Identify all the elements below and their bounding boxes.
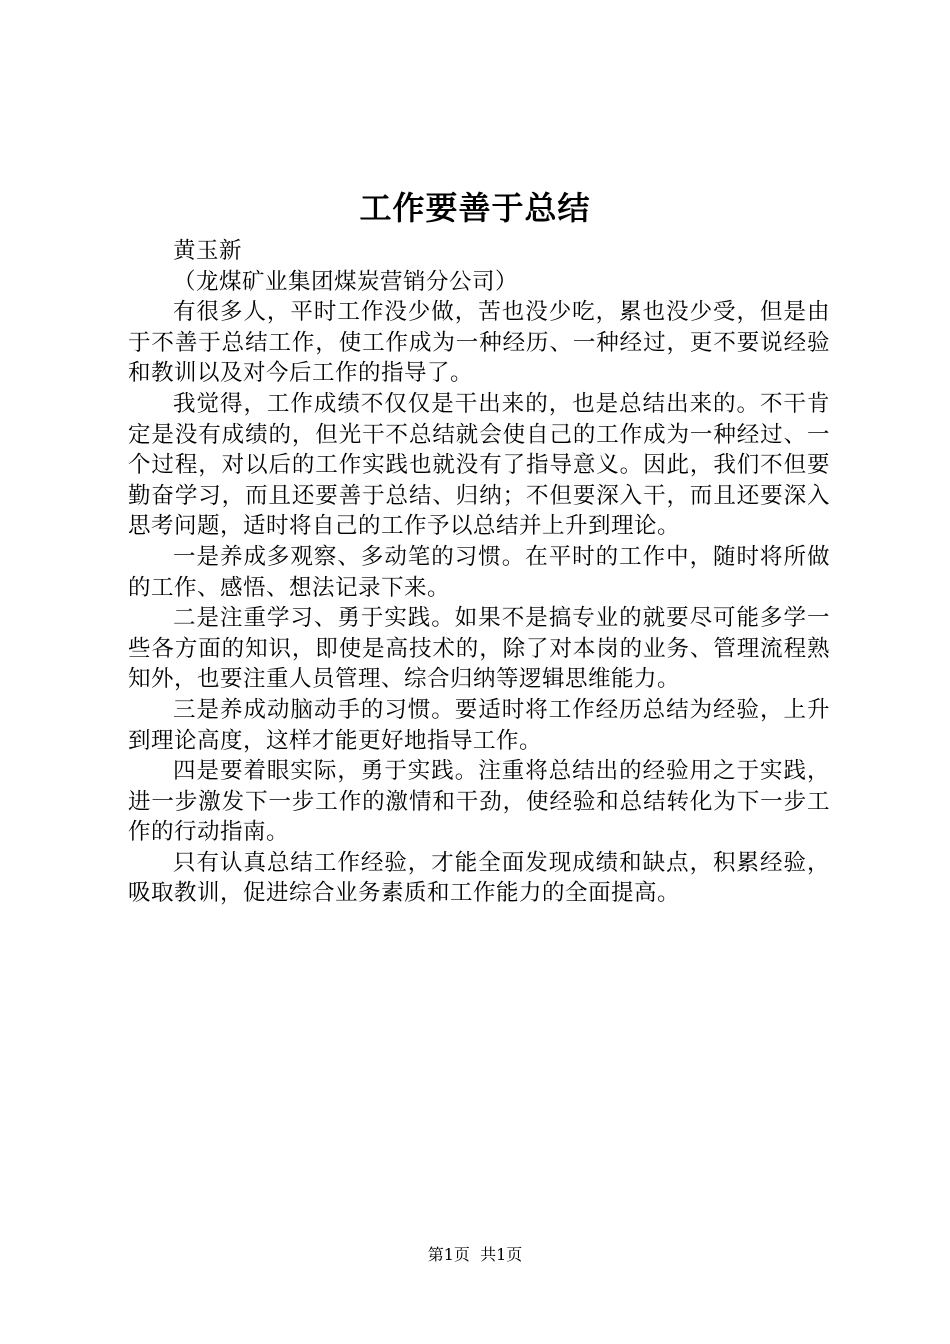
page-number: 第1页 — [427, 1245, 470, 1264]
author-name: 黄玉新 — [173, 238, 243, 264]
page-title: 工作要善于总结 — [359, 189, 591, 227]
paragraph-5: 三是养成动脑动手的习惯。要适时将工作经历总结为经验，上升到理论高度，这样才能更好地指导工作。 — [128, 696, 830, 754]
paragraph-4: 二是注重学习、勇于实践。如果不是搞专业的就要尽可能多学一些各方面的知识，即使是高技术的，除了对本岗的业务、管理流程熟知外，也要注重人员管理、综合归纳等逻辑思维能力。 — [128, 605, 830, 693]
paragraph-1: 有很多人，平时工作没少做，苦也没少吃，累也没少受，但是由于不善于总结工作，使工作成为一种经历、一种经过，更不要说经验和教训以及对今后工作的指导了。 — [128, 299, 830, 387]
paragraph-7: 只有认真总结工作经验，才能全面发现成绩和缺点，积累经验，吸取教训，促进综合业务素质和工作能力的全面提高。 — [128, 849, 830, 907]
paragraph-6: 四是要着眼实际，勇于实践。注重将总结出的经验用之于实践，进一步激发下一步工作的激情和干劲，使经验和总结转化为下一步工作的行动指南。 — [128, 758, 830, 846]
paragraph-2: 我觉得，工作成绩不仅仅是干出来的，也是总结出来的。不干肯定是没有成绩的，但光干不总结就会使自己的工作成为一种经过、一个过程，对以后的工作实践也就没有了指导意义。因此，我们不但要勤奋学习，而且还要善于总结、归纳；不但要深入干，而且还要深入思考问题，适时将自己的工作予以总结并上升到理论。 — [128, 390, 830, 540]
page-footer — [0, 1244, 950, 1266]
page-total: 共1页 — [480, 1245, 523, 1264]
document-body — [128, 236, 830, 909]
author-affiliation: （龙煤矿业集团煤炭营销分公司） — [173, 268, 519, 295]
paragraph-3: 一是养成多观察、多动笔的习惯。在平时的工作中，随时将所做的工作、感悟、想法记录下来。 — [128, 543, 830, 601]
